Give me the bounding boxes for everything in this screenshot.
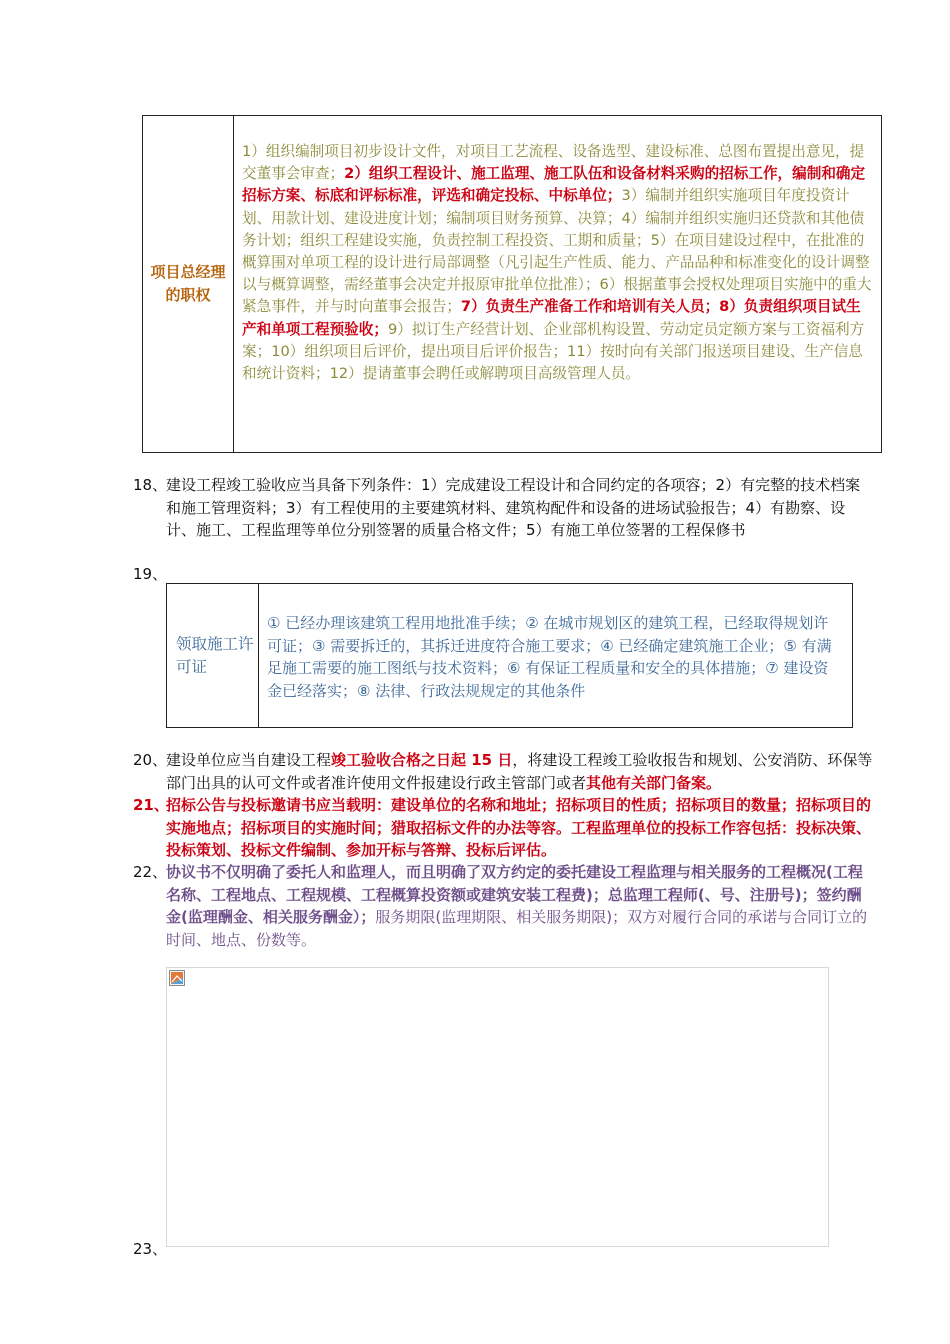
list-item-18: [133, 474, 873, 542]
authority-table-label: 项目总经理的职权: [143, 116, 234, 452]
item-number: 18、: [133, 476, 168, 494]
broken-image-icon: [169, 970, 185, 986]
list-item-22: [133, 861, 873, 951]
list-item-20: [133, 749, 873, 794]
item-number: 20、: [133, 751, 168, 769]
authority-table: [142, 115, 882, 453]
item-text: [166, 749, 873, 794]
item-20-deadline-highlight: 竣工验收合格之日起 15 日: [331, 751, 513, 769]
authority-text-1: 1）组织编制项目初步设计文件，对项目工艺流程、设备选型、建设标准、总图布置提出意见，提交董事会审查；: [242, 143, 865, 183]
item-20-filing-highlight: 其他有关部门备案。: [586, 773, 722, 792]
list-item-21: [133, 794, 873, 862]
item-text: 建设工程竣工验收应当具备下列条件：1）完成建设工程设计和合同约定的各项容；2）有完整的技术档案和施工管理资料；3）有工程使用的主要建筑材料、建筑构配件和设备的进场试验报告；4）有勘察、设计、施工、工程监理等单位分别签署的质量合格文件；5）有施工单位签署的工程保修书: [166, 476, 861, 539]
construction-permit-conditions: ① 已经办理该建筑工程用地批准手续；② 在城市规划区的建筑工程，已经取得规划许可证；③ 需要拆迁的，其拆迁进度符合施工要求；④ 已经确定建筑施工企业；⑤ 有满足施工需要的施工图纸与技术资料；⑥ 有保证工程质量和安全的具体措施；⑦ 建设资金已经落实；⑧ 法律、行政法规规定的其他条件: [267, 614, 832, 701]
item-20-text-a: 建设单位应当自建设工程: [166, 751, 332, 769]
authority-text-4-highlight: 7）负责生产准备工作和培训有关人员；8）负责组织项目试生产和单项工程预验收；: [242, 298, 861, 338]
item-number: 23、: [133, 1240, 168, 1258]
item-number: 21、: [133, 796, 169, 814]
item-20-text-b: ，将建设工程竣工验收报告和规划、公安消防、环保等部门出具的认可文件或者准许使用文件报建设行政主管部门或者: [166, 751, 873, 792]
authority-text-5: 9）拟订生产经营计划、企业部机构设置、劳动定员定额方案与工资福利方案；10）组织项目后评价，提出项目后评价报告；11）按时向有关部门报送项目建设、生产信息和统计资料；12）提请董事会聘任或解聘项目高级管理人员。: [242, 320, 865, 383]
authority-text-3: 3）编制并组织实施项目年度投资计划、用款计划、建设进度计划；编制项目财务预算、决算；4）编制并组织实施归还贷款和其他债务计划；组织工程建设实施，负责控制工程投资、工期和质量；5）在项目建设过程中，在批准的概算围对单项工程的设计进行局部调整（凡引起生产性质、能力、产品品种和标准变化的设计调整以与概算调整，需经董事会决定并报原审批单位批准）；6）根据董事会授权处理项目实施中的重大紧急事件，并与时向董事会报告；: [242, 187, 872, 316]
item-22-normal-text: 服务期限(监理期限、相关服务期限)；双方对履行合同的承诺与合同订立的时间、地点、份数等。: [166, 908, 868, 949]
item-text: [166, 861, 873, 951]
item-number: 19、: [133, 565, 168, 583]
image-placeholder: [166, 967, 829, 1247]
item-text: 招标公告与投标邀请书应当载明：建设单位的名称和地址；招标项目的性质；招标项目的数量；招标项目的实施地点；招标项目的实施时间；猎取招标文件的办法等容。工程监理单位的投标工作容包括：投标决策、投标策划、投标文件编制、参加开标与答辩、投标后评估。: [166, 796, 872, 859]
item-22-bold-text: 协议书不仅明确了委托人和监理人，而且明确了双方约定的委托建设工程监理与相关服务的工程概况(工程名称、工程地点、工程规模、工程概算投资额或建筑安装工程费)；总监理工程师(、号、注册号)；签约酬金(监理酬金、相关服务酬金）；: [166, 863, 863, 926]
construction-permit-label: 领取施工许可证: [167, 584, 259, 727]
authority-table-content: [234, 116, 881, 452]
item-number: 22、: [133, 863, 168, 881]
authority-text-2-highlight: 2）组织工程设计、施工监理、施工队伍和设备材料采购的招标工作，编制和确定招标方案、标底和评标标准，评选和确定投标、中标单位；: [242, 165, 866, 205]
construction-permit-table: [166, 583, 853, 728]
